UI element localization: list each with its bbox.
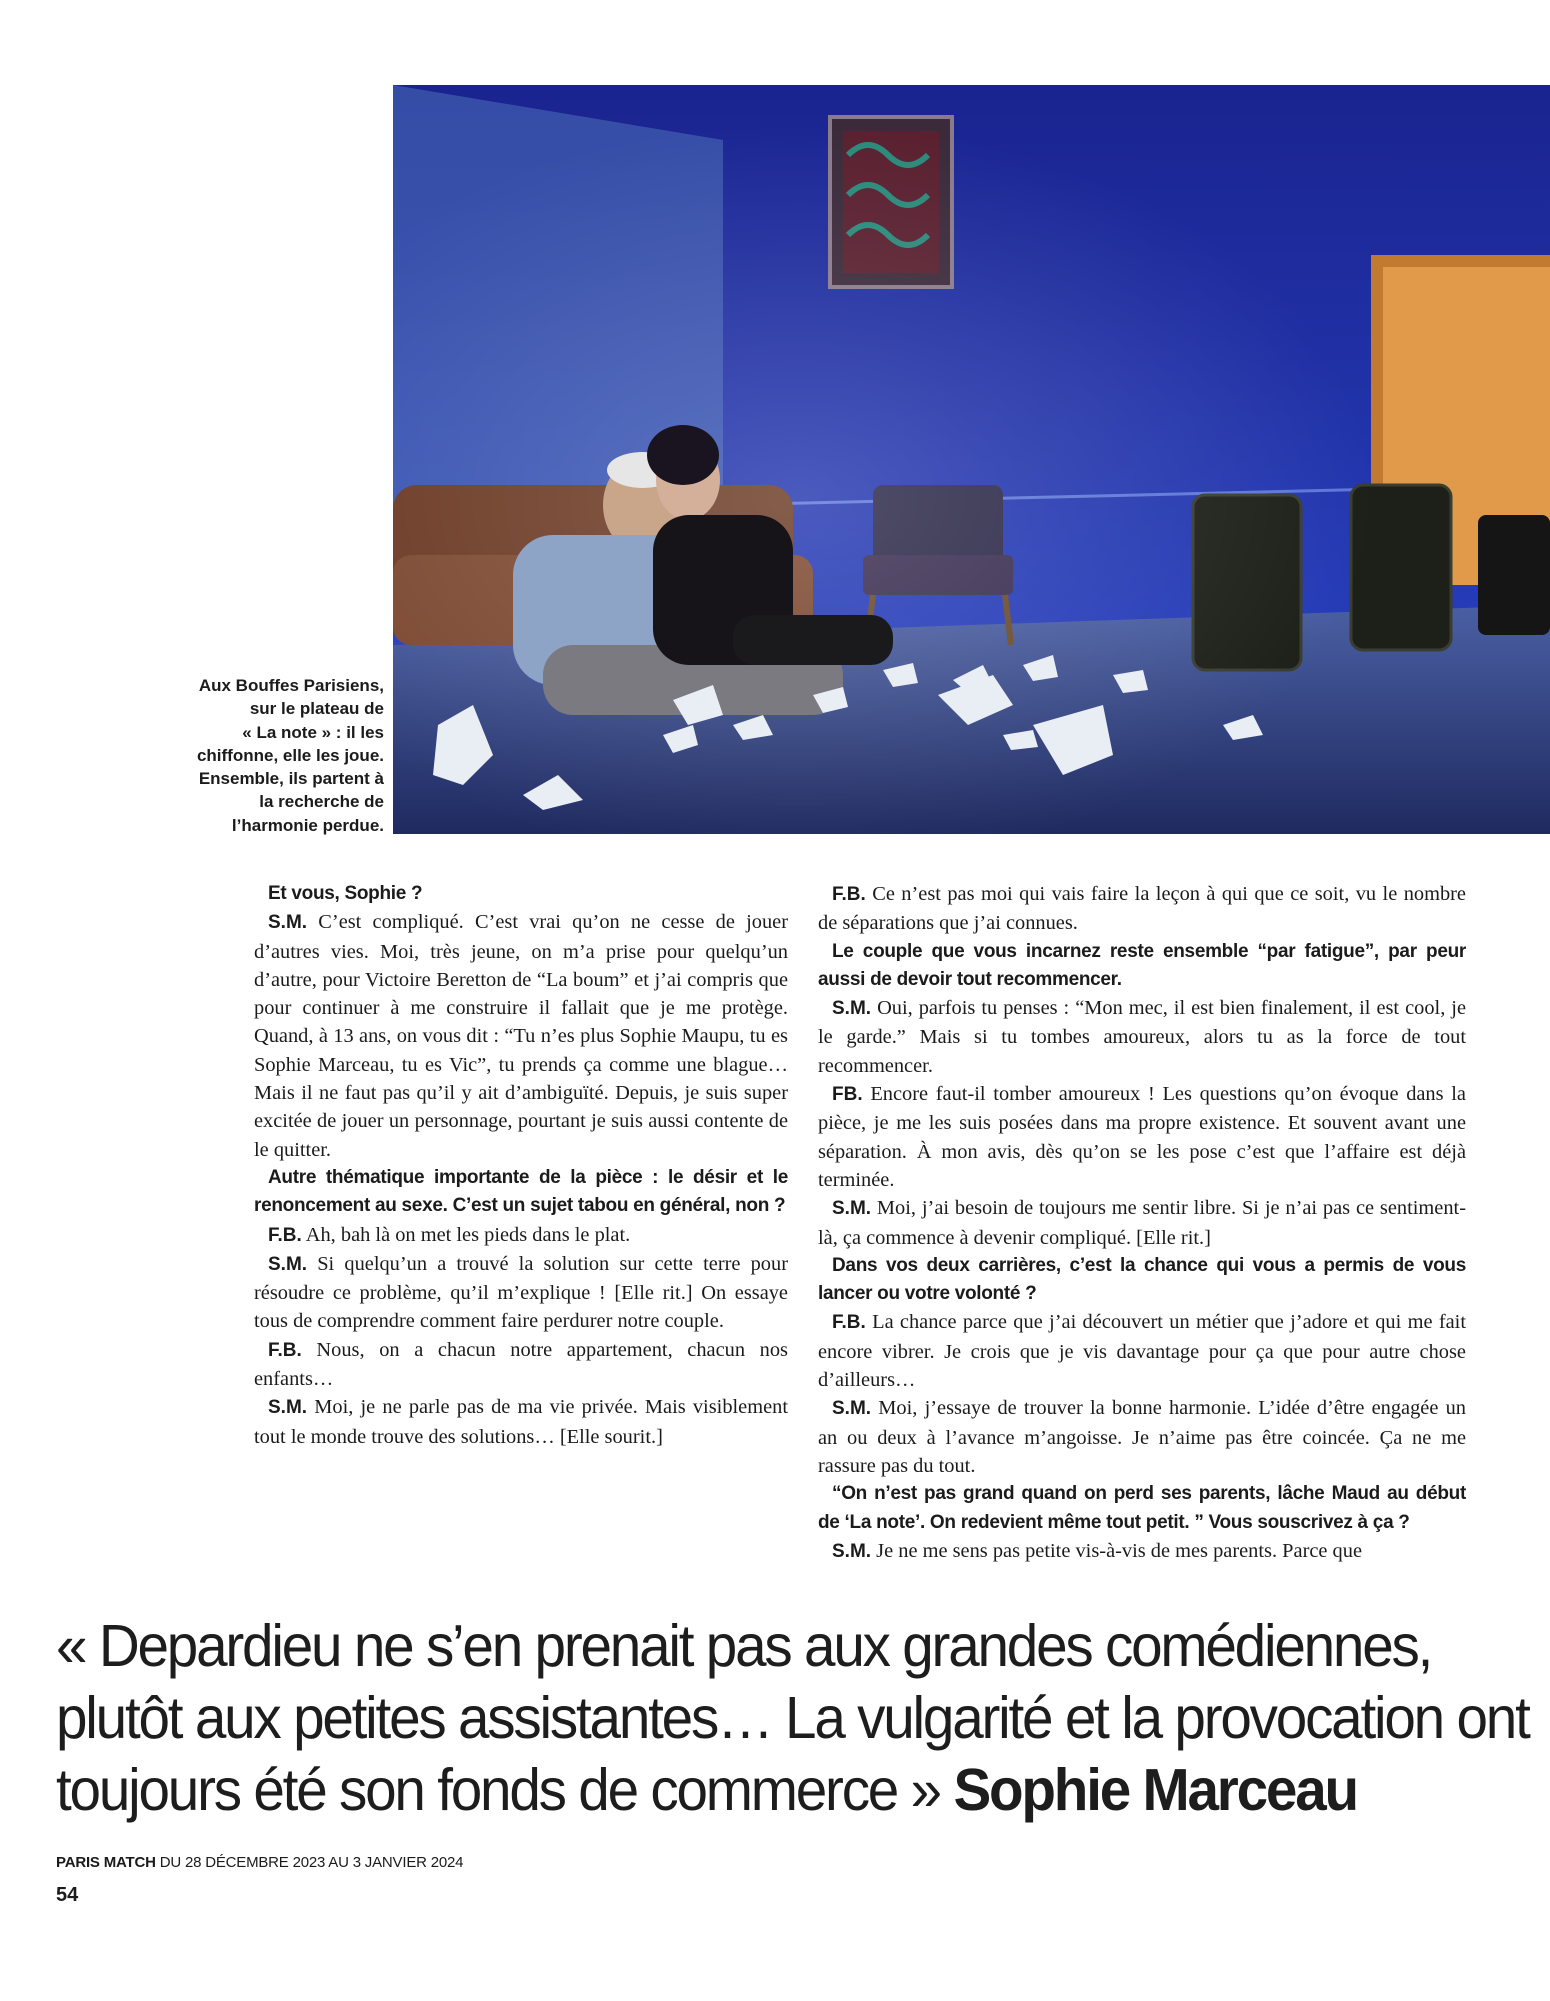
speaker-initials: S.M. <box>268 1253 308 1275</box>
speaker-initials: S.M. <box>832 1398 872 1420</box>
answer-text: Nous, on a chacun notre appartement, chacun nos enfants… <box>254 1338 788 1391</box>
interview-answer <box>818 1394 1466 1480</box>
speaker-initials: FB. <box>832 1084 863 1106</box>
answer-text: Si quelqu’un a trouvé la solution sur cette terre pour résoudre ce problème, qu’il m’explique ! [Elle rit.] On essaye tous de comprendre comment faire perdurer notre couple. <box>254 1252 788 1333</box>
speaker-initials: S.M. <box>268 1397 308 1419</box>
interview-answer <box>818 994 1466 1080</box>
page-number: 54 <box>56 1884 79 1906</box>
answer-text: Oui, parfois tu penses : “Mon mec, il est bien finalement, il est cool, je le garde.” Mais si tu tombes amoureux, alors tu as la force de tout recommencer. <box>818 997 1466 1077</box>
answer-text: Moi, je ne parle pas de ma vie privée. Mais visiblement tout le monde trouve des solutions… [Elle sourit.] <box>254 1396 788 1448</box>
photo-caption <box>140 674 384 837</box>
speaker-initials: S.M. <box>268 912 308 934</box>
speaker-initials: S.M. <box>832 998 872 1020</box>
answer-text: C’est compliqué. C’est vrai qu’on ne cesse de jouer d’autres vies. Moi, très jeune, on m’a prise pour quelqu’un d’autre, pour Victoire Beretton de “La boum” et j’ai compris que pour continuer à me construire il fallait que je me protège. Quand, à 13 ans, on vous dit : “Tu n’es plus Sophie Maupu, tu es Sophie Marceau, tu es Vic”, tu prends ça comme une blague… Mais il ne faut pas qu’il y ait d’ambiguïté. Depuis, je suis super excitée de jouer un personnage, pourtant je suis aussi contente de le quitter. <box>254 911 788 1161</box>
interview-answer <box>818 1080 1466 1194</box>
article-column-left <box>254 880 788 1451</box>
caption-line: Ensemble, ils partent à <box>198 769 384 789</box>
interview-answer <box>254 1221 788 1250</box>
pull-quote-line: « Depardieu ne s’en prenait pas aux grandes comédiennes, <box>56 1613 1432 1679</box>
answer-text: Je ne me sens pas petite vis-à-vis de mes parents. Parce que <box>876 1539 1362 1562</box>
issue-footer <box>56 1854 463 1871</box>
interview-question: Et vous, Sophie ? <box>268 883 423 904</box>
answer-text: Moi, j’essaye de trouver la bonne harmonie. L’idée d’être engagée un an ou deux à l’avance m’angoisse. Je n’aime pas être coincée. Ça ne me rassure pas du tout. <box>818 1397 1466 1477</box>
caption-line: sur le plateau de <box>249 699 384 719</box>
interview-question: Autre thématique importante de la pièce : le désir et le renoncement au sexe. C’est un sujet tabou en général, non ? <box>254 1166 788 1217</box>
interview-answer <box>254 908 788 1164</box>
pull-quote <box>56 1610 1529 1826</box>
pull-quote-author: Sophie Marceau <box>953 1757 1357 1823</box>
interview-question: “On n’est pas grand quand on perd ses parents, lâche Maud au début de ‘La note’. On redevient même tout petit. ” Vous souscrivez à ça ? <box>818 1483 1466 1533</box>
speaker-initials: S.M. <box>832 1540 872 1562</box>
interview-question: Dans vos deux carrières, c’est la chance qui vous a permis de vous lancer ou votre volonté ? <box>818 1254 1466 1305</box>
caption-line: Aux Bouffes Parisiens, <box>198 676 384 695</box>
issue-dates: DU 28 DÉCEMBRE 2023 AU 3 JANVIER 2024 <box>159 1854 464 1871</box>
speaker-initials: F.B. <box>268 1224 302 1246</box>
speaker-initials: F.B. <box>832 884 866 905</box>
interview-answer <box>818 1537 1466 1566</box>
pull-quote-line: plutôt aux petites assistantes… La vulgarité et la provocation ont <box>56 1685 1529 1751</box>
interview-answer <box>818 1308 1466 1394</box>
caption-line: l’harmonie perdue. <box>231 815 384 835</box>
interview-answer <box>254 1250 788 1336</box>
answer-text: Encore faut-il tomber amoureux ! Les questions qu’on évoque dans la pièce, je me les suis posées dans ma propre existence. Et souvent avant une séparation. À mon avis, dès qu’on se les pose c’est que l’affaire est déjà terminée. <box>818 1083 1466 1191</box>
pull-quote-line <box>56 1754 1467 1826</box>
caption-line: chiffonne, elle les joue. <box>196 745 384 765</box>
stage-photo <box>393 85 1550 834</box>
speaker-initials: F.B. <box>268 1339 302 1361</box>
interview-answer <box>818 880 1466 938</box>
answer-text: Ah, bah là on met les pieds dans le plat. <box>305 1223 631 1246</box>
caption-line: « La note » : il les <box>242 722 384 742</box>
speaker-initials: F.B. <box>832 1312 866 1334</box>
magazine-name: PARIS MATCH <box>56 1854 156 1871</box>
speaker-initials: S.M. <box>832 1198 872 1220</box>
answer-text: Moi, j’ai besoin de toujours me sentir libre. Si je n’ai pas ce sentiment-là, ça commence à devenir compliqué. [Elle rit.] <box>818 1197 1466 1249</box>
answer-text: Ce n’est pas moi qui vais faire la leçon à qui que ce soit, vu le nombre de séparations que j’ai connues. <box>818 883 1466 935</box>
interview-answer <box>818 1194 1466 1252</box>
interview-answer <box>254 1393 788 1451</box>
stage-scene-illustration <box>393 85 1550 834</box>
article-column-right <box>818 880 1466 1566</box>
interview-question: Le couple que vous incarnez reste ensemble “par fatigue”, par peur aussi de devoir tout recommencer. <box>818 940 1466 990</box>
pull-quote-text: toujours été son fonds de commerce » <box>56 1757 940 1823</box>
caption-line: la recherche de <box>259 792 384 812</box>
interview-answer <box>254 1336 788 1394</box>
answer-text: La chance parce que j’ai découvert un métier que j’adore et qui me fait encore vibrer. Je crois que je vis davantage pour ça que pour autre chose d’ailleurs… <box>818 1311 1466 1392</box>
